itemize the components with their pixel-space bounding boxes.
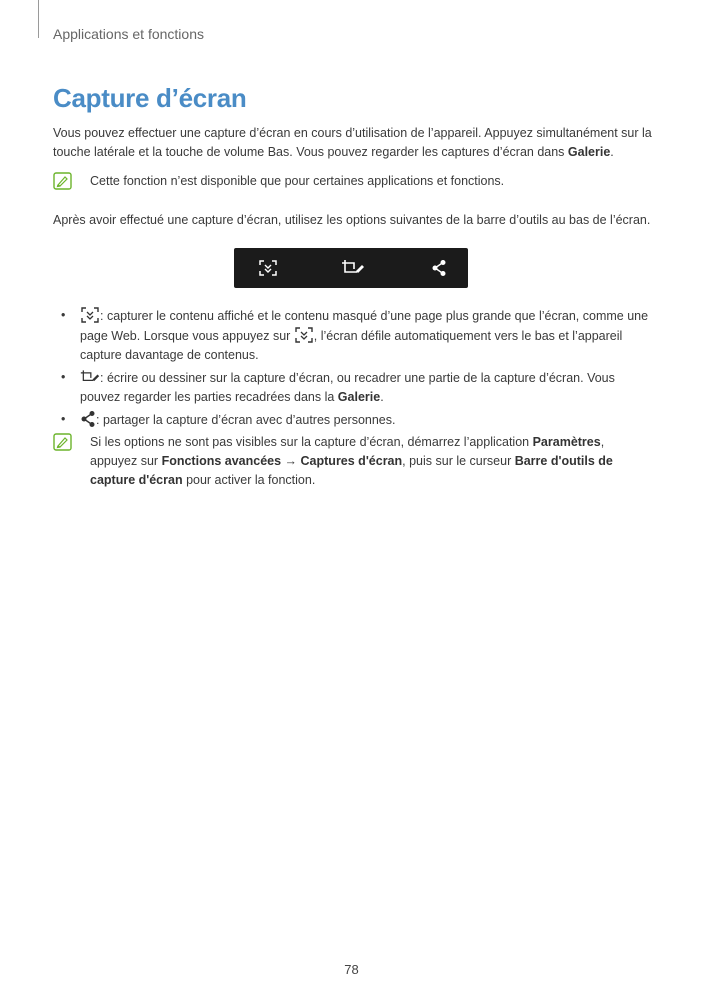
note-icon [53, 433, 73, 451]
page-number: 78 [344, 962, 359, 977]
page-title: Capture d’écran [53, 83, 247, 113]
note-2-text [90, 433, 650, 490]
scroll-capture-icon [294, 326, 314, 344]
note-1-text: Cette fonction n’est disponible que pour certaines applications et fonctions. [90, 174, 505, 188]
note-2-t3: , puis sur le curseur [402, 454, 515, 468]
note-2-t2: , appuyez sur [90, 435, 605, 468]
intro-text: Vous pouvez effectuer une capture d’écran en cours d’utilisation de l’appareil. Appuyez simultanément sur la touche latérale et la touche de volume Bas. Vous pouvez regarder les captures d’écran dans [53, 126, 652, 159]
scroll-desc-2: , l’écran défile automatiquement vers le bas et l’appareil capture davantage de contenus. [80, 329, 623, 362]
margin-rule [38, 0, 39, 38]
note-icon [53, 172, 73, 190]
list-item [53, 306, 653, 365]
intro-gallery-bold: Galerie [567, 145, 611, 159]
scroll-desc-1: : capturer le contenu affiché et le contenu masqué d’une page plus grande que l’écran, comme une page Web. Lorsque vous appuyez sur [80, 309, 649, 343]
settings-app-bold: Paramètres [532, 435, 601, 449]
list-item [53, 368, 653, 407]
draw-gallery-bold: Galerie [337, 390, 381, 404]
toolbar-intro-paragraph: Après avoir effectué une capture d’écran, utilisez les options suivantes de la barre d’outils au bas de l’écran. [53, 213, 651, 227]
toolbar-setting-bold: Barre d'outils de capture d'écran [90, 454, 613, 487]
draw-desc-1: : écrire ou dessiner sur la capture d’écran, ou recadrer une partie de la capture d’écran. Vous pouvez regarder les parties recadrées dans la [80, 371, 615, 404]
bullet-dot: • [61, 370, 66, 384]
draw-desc-2: . [380, 390, 384, 404]
note-2-t4: pour activer la fonction. [182, 473, 316, 487]
share-icon [80, 410, 96, 428]
intro-period: . [610, 145, 614, 159]
crop-draw-icon [80, 368, 100, 386]
options-list [53, 306, 653, 433]
bullet-dot: • [61, 308, 66, 322]
section-header: Applications et fonctions [53, 26, 204, 42]
share-icon[interactable] [431, 259, 447, 277]
crop-draw-icon[interactable] [341, 259, 365, 277]
list-item [53, 410, 653, 430]
advanced-features-bold: Fonctions avancées [161, 454, 282, 468]
intro-paragraph [53, 124, 653, 162]
note-2-arrow: → [281, 454, 301, 468]
note-2-t1: Si les options ne sont pas visibles sur la capture d’écran, démarrez l’application [90, 435, 533, 449]
share-desc: : partager la capture d’écran avec d’autres personnes. [96, 413, 396, 427]
screenshot-toolbar [234, 248, 468, 288]
scroll-capture-icon [80, 306, 100, 324]
scroll-capture-icon[interactable] [258, 259, 278, 277]
screenshots-bold: Captures d'écran [300, 454, 403, 468]
bullet-dot: • [61, 412, 66, 426]
